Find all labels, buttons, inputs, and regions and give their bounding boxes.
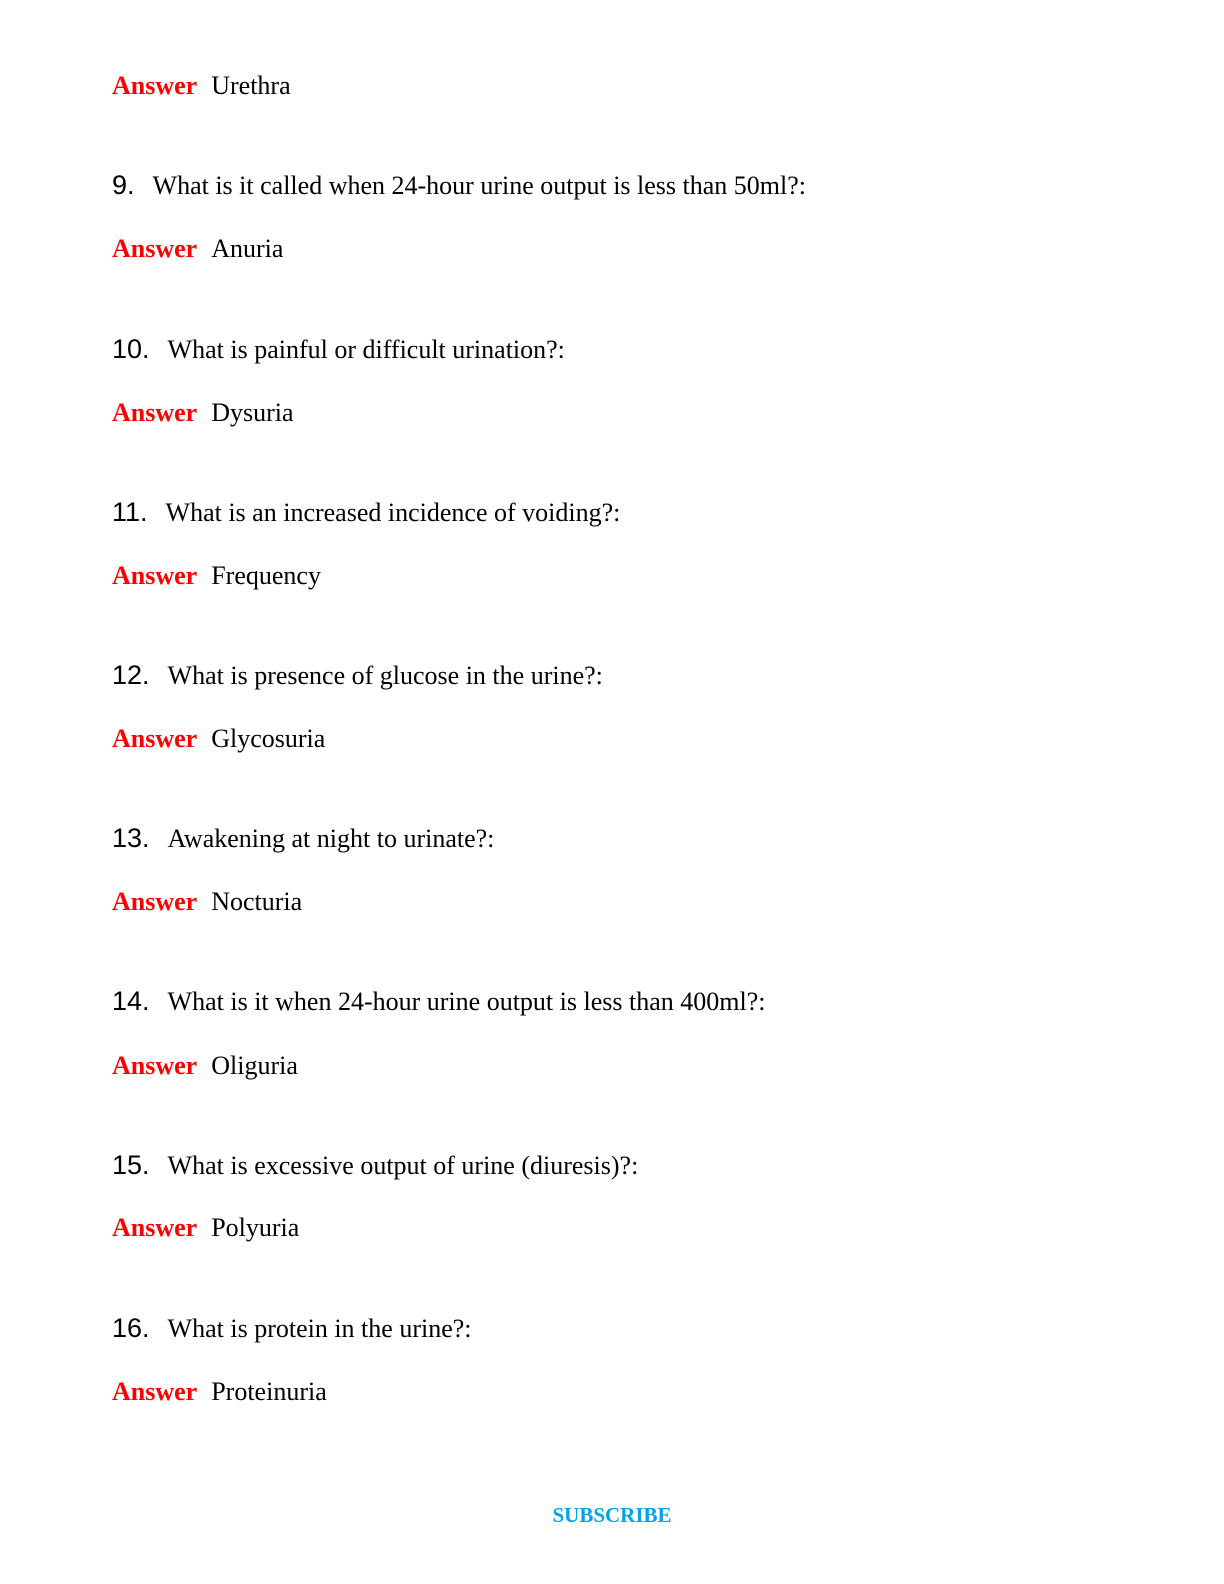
question-line: [112, 1149, 638, 1182]
answer-label: Answer: [112, 398, 198, 427]
question-line: [112, 1312, 472, 1345]
answer-line: [112, 1212, 299, 1244]
subscribe-link[interactable]: SUBSCRIBE: [552, 1503, 672, 1527]
question-text: What is protein in the urine?:: [167, 1314, 472, 1343]
answer-text: Nocturia: [211, 887, 303, 916]
question-text: What is it called when 24-hour urine output is less than 50ml?:: [152, 171, 807, 200]
answer-text: Dysuria: [211, 398, 294, 427]
answer-label: Answer: [112, 234, 198, 263]
question-number: 13.: [112, 823, 150, 853]
answer-line: [112, 560, 321, 592]
answer-label: Answer: [112, 887, 198, 916]
question-number: 16.: [112, 1313, 150, 1343]
question-line: [112, 333, 565, 366]
question-line: [112, 659, 603, 692]
question-number: 11.: [112, 497, 148, 527]
answer-text: Oliguria: [211, 1051, 298, 1080]
question-text: What is it when 24-hour urine output is less than 400ml?:: [167, 987, 766, 1016]
question-line: [112, 985, 765, 1018]
answer-label: Answer: [112, 1377, 198, 1406]
answer-label: Answer: [112, 724, 198, 753]
answer-line: [112, 723, 325, 755]
answer-line: [112, 233, 283, 265]
question-number: 12.: [112, 660, 150, 690]
answer-text: Glycosuria: [211, 724, 326, 753]
question-text: What is an increased incidence of voiding?:: [165, 498, 621, 527]
answer-label: Answer: [112, 1051, 198, 1080]
answer-line: [112, 1050, 298, 1082]
question-line: [112, 822, 494, 855]
answer-label: Answer: [112, 1213, 198, 1242]
question-text: What is excessive output of urine (diuresis)?:: [167, 1151, 639, 1180]
answer-line: [112, 397, 294, 429]
question-number: 10.: [112, 334, 150, 364]
answer-line: [112, 1376, 327, 1408]
question-number: 9.: [112, 170, 135, 200]
question-line: [112, 169, 806, 202]
question-line: [112, 496, 620, 529]
answer-text: Frequency: [211, 561, 321, 590]
question-text: What is presence of glucose in the urine?:: [167, 661, 603, 690]
answer-label: Answer: [112, 71, 198, 100]
answer-text: Urethra: [211, 71, 291, 100]
question-number: 15.: [112, 1150, 150, 1180]
answer-line: [112, 886, 302, 918]
answer-text: Polyuria: [211, 1213, 300, 1242]
answer-text: Anuria: [211, 234, 284, 263]
answer-line-top: [112, 70, 291, 102]
answer-label: Answer: [112, 561, 198, 590]
question-number: 14.: [112, 986, 150, 1016]
question-text: What is painful or difficult urination?:: [167, 335, 565, 364]
answer-text: Proteinuria: [211, 1377, 327, 1406]
question-text: Awakening at night to urinate?:: [167, 824, 495, 853]
